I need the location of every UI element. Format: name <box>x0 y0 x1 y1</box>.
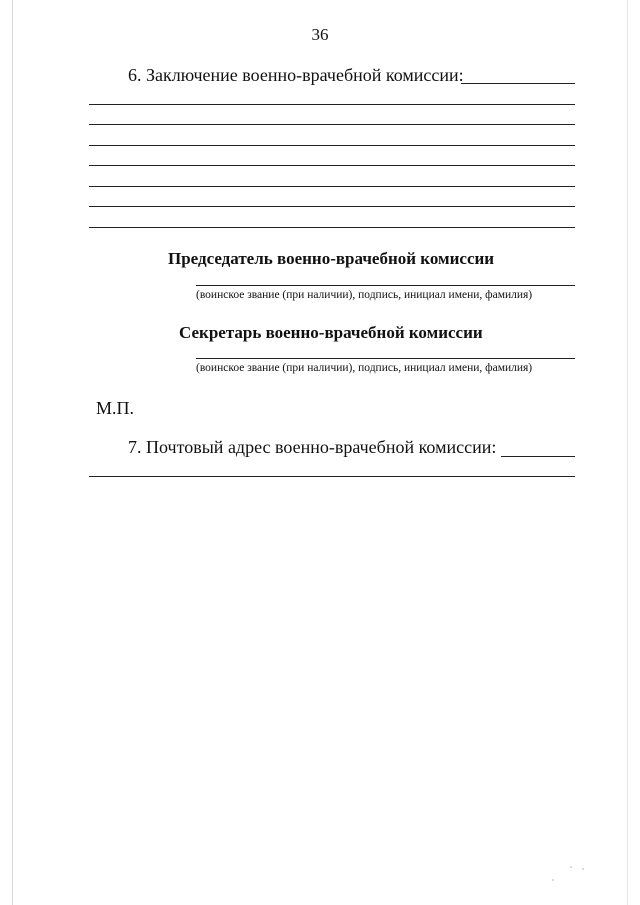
section-7-heading: 7. Почтовый адрес военно-врачебной комиссии: <box>128 437 497 457</box>
conclusion-line-1 <box>89 104 575 105</box>
secretary-signature-line <box>196 358 575 359</box>
stamp-place-label: М.П. <box>96 398 135 418</box>
section-6-inline-line <box>461 83 575 84</box>
secretary-title: Секретарь военно-врачебной комиссии <box>179 323 483 342</box>
chairman-title: Председатель военно-врачебной комиссии <box>168 249 495 268</box>
section-6-heading: 6. Заключение военно-врачебной комиссии: <box>128 65 464 85</box>
scan-speck <box>582 868 584 870</box>
page-edge-left <box>12 0 13 905</box>
chairman-signature-caption: (воинское звание (при наличии), подпись, инициал имени, фамилия) <box>196 289 533 301</box>
conclusion-line-5 <box>89 186 575 187</box>
scan-speck <box>552 879 554 881</box>
chairman-signature-line <box>196 285 575 286</box>
scan-speck <box>570 866 572 868</box>
conclusion-line-7 <box>89 227 575 228</box>
conclusion-line-4 <box>89 165 575 166</box>
address-line <box>89 476 575 477</box>
conclusion-line-6 <box>89 206 575 207</box>
secretary-signature-caption: (воинское звание (при наличии), подпись, инициал имени, фамилия) <box>196 362 533 374</box>
conclusion-line-2 <box>89 124 575 125</box>
section-7-inline-line <box>501 456 575 457</box>
conclusion-line-3 <box>89 145 575 146</box>
page-number: 36 <box>311 25 329 44</box>
page-edge-right <box>627 0 628 905</box>
